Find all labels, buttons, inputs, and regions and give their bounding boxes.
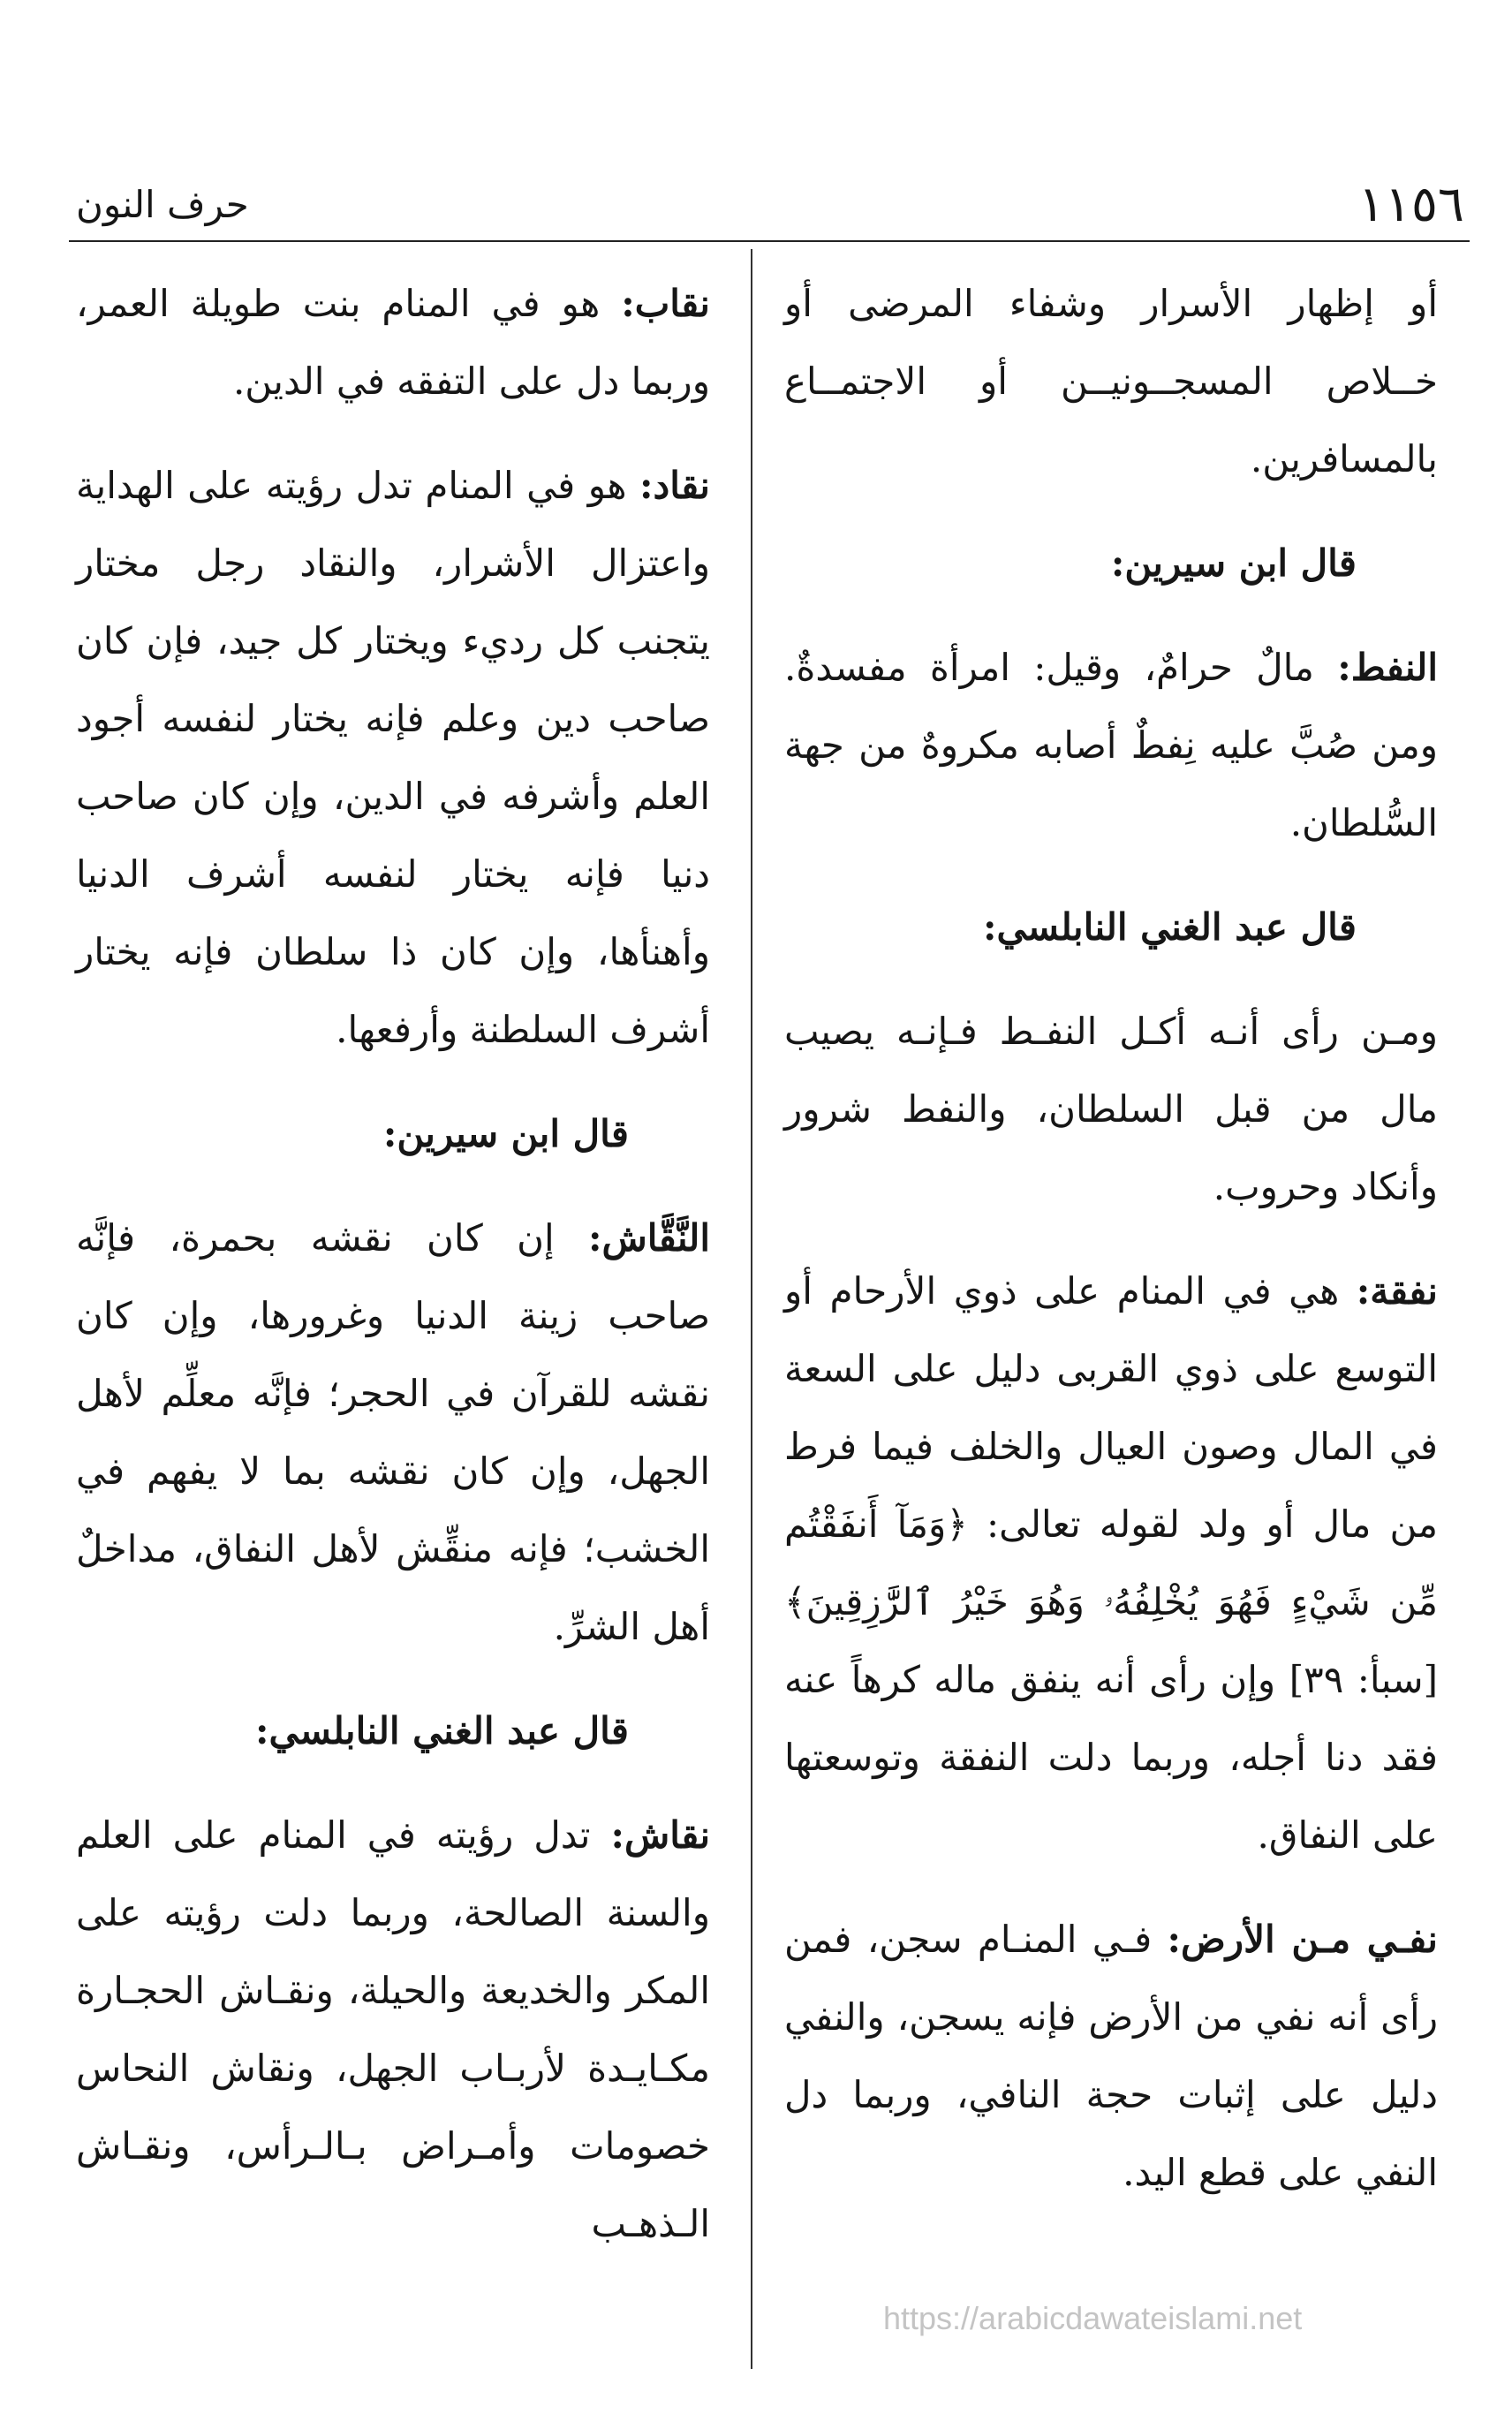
entry-naqqash-nabulsi — [76, 1797, 710, 2263]
entry-term: نقاش: — [610, 1813, 711, 1857]
entry-body: إن كان نقشه بحمرة، فإنَّه صاحب زينة الدنيا وغرورها، وإن كان نقشه للقرآن في الحجر؛ فإنَّه معلِّم لأهل الجهل، وإن كان نقشه بما لا يفهم في الخشب؛ فإنه منقِّش لأهل النفاق، مداخلٌ أهل الشرِّ. — [76, 1216, 710, 1648]
section-heading-ibn-sirin: قال ابن سيرين: — [382, 1112, 629, 1155]
entry-term: نفقة: — [1356, 1269, 1438, 1313]
section-heading-nabulsi: قال عبد الغني النابلسي: — [983, 905, 1357, 949]
entry-term: نقاب: — [621, 282, 710, 325]
section-heading-ibn-sirin: قال ابن سيرين: — [1110, 541, 1357, 585]
entry-body: فـي المنـام سجن، فمن رأى أنه نفي من الأرض فإنه يسجن، والنفي دليل على إثبات حجة النافي، وربما دل النفي على قطع اليد. — [784, 1918, 1438, 2194]
entry-naqqash-sirin — [76, 1199, 710, 1666]
entry-naft-eating — [784, 993, 1438, 1226]
section-heading-nabulsi: قال عبد الغني النابلسي: — [255, 1709, 629, 1752]
quran-verse: ﴿وَمَآ أَنفَقْتُم مِّن شَيْءٍ فَهُوَ يُخْلِفُهُۥ وَهُوَ خَيْرُ ٱلرَّٰزِقِينَ﴾ — [784, 1502, 1438, 1623]
entry-body: أو إظهار الأسرار وشفاء المرضى أو خــلاص المسجــونيــن أو الاجتمــاع بالمسافرين. — [784, 282, 1438, 481]
entry-term: النفط: — [1337, 646, 1438, 689]
entry-body: هي في المنام على ذوي الأرحام أو التوسع على ذوي القربى دليل على السعة في المال وصون العيال والخلف فيما فرط من مال أو ولد لقوله تعالى: — [784, 1269, 1439, 1546]
entry-term: النَّقَّاش: — [588, 1216, 710, 1260]
entry-body: هو في المنام تدل رؤيته على الهداية واعتزال الأشرار، والنقاد رجل مختار يتجنب كل رديء ويختار كل جيد، فإن كان صاحب دين وعلم فإنه يختار لنفسه أجود العلم وأشرفه في الدين، وإن كان صاحب دنيا فإنه يختار لنفسه أشرف الدنيا وأهنأها، وإن كان ذا سلطان فإنه يختار أشرف السلطنة وأرفعها. — [76, 464, 710, 1051]
column-divider — [751, 249, 752, 2369]
entry-term: نقاد: — [639, 464, 710, 507]
left-column — [76, 265, 710, 2289]
entry-body: وإن رأى أنه ينفق ماله كرهاً عنه فقد دنا أجله، وربما دلت النفقة وتوسعتها على النفاق. — [784, 1658, 1438, 1857]
header-rule — [69, 240, 1470, 242]
entry-continuation — [784, 265, 1438, 498]
watermark-url: https://arabicdawateislami.net — [883, 2300, 1303, 2336]
entry-naqqad — [76, 447, 710, 1069]
quran-citation: [سبأ: ٣٩] — [1289, 1658, 1438, 1701]
entry-term: نفـي مـن الأرض: — [1167, 1918, 1438, 1961]
running-title: حرف النون — [76, 183, 249, 226]
entry-nafy — [784, 1901, 1438, 2212]
page-number: ١١٥٦ — [1357, 176, 1464, 233]
right-column — [784, 265, 1438, 2238]
entry-body: مالٌ حرامٌ، وقيل: امرأة مفسدةٌ. ومن صُبَّ عليه نِفطٌ أصابه مكروهٌ من جهة السُّلطان. — [784, 646, 1438, 844]
entry-naft — [784, 629, 1438, 862]
entry-body: هو في المنام بنت طويلة العمر، وربما دل على التفقه في الدين. — [76, 282, 710, 403]
entry-niqab — [76, 265, 710, 420]
entry-nafaqa — [784, 1252, 1438, 1874]
entry-body: تدل رؤيته في المنام على العلم والسنة الصالحة، وربما دلت رؤيته على المكر والخديعة والحيلة، ونقـاش الحجـارة مكـايـدة لأربـاب الجهل، ونقاش النحاس خصومات وأمـراض بـالـرأس، ونقـاش الـذهـب — [76, 1813, 710, 2245]
entry-body: ومـن رأى أنـه أكـل النفـط فـإنـه يصيب مال من قبل السلطان، والنفط شرور وأنكاد وحروب. — [784, 1010, 1438, 1208]
